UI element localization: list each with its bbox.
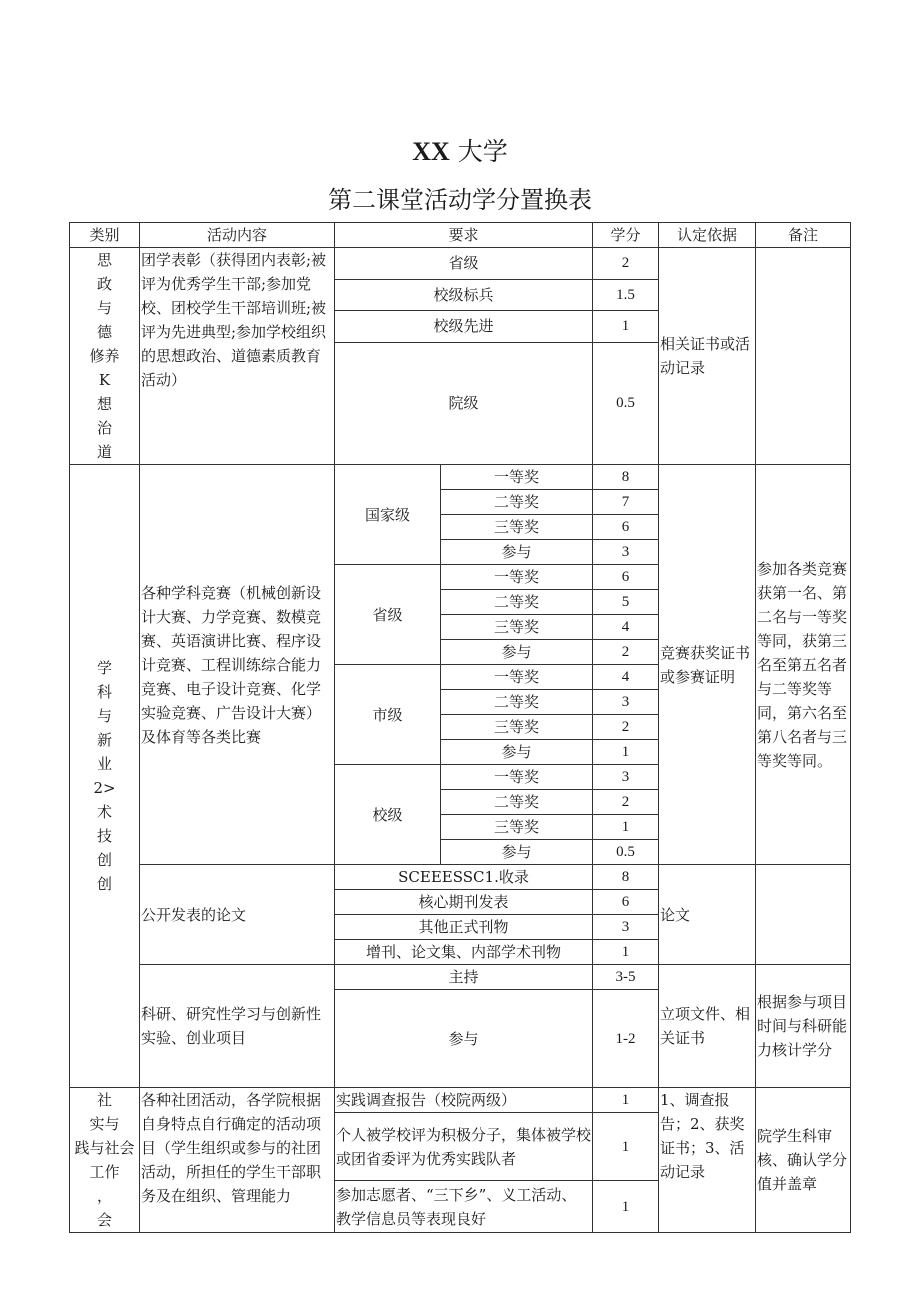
requirement-cell: 院级: [335, 342, 593, 464]
award-cell: 一等奖: [441, 665, 593, 690]
table-row: [70, 865, 851, 890]
credit-cell: 1: [593, 311, 659, 343]
school-title: [0, 132, 920, 168]
credit-cell: 3: [593, 690, 659, 715]
credit-cell: 2: [593, 790, 659, 815]
requirement-cell: SCEEESSC1.收录: [335, 865, 593, 890]
award-cell: 一等奖: [441, 565, 593, 590]
credit-cell: 2: [593, 640, 659, 665]
table-row: [70, 1088, 851, 1113]
requirement-cell: 其他正式刊物: [335, 915, 593, 940]
credit-cell: 0.5: [593, 342, 659, 464]
award-cell: 参与: [441, 640, 593, 665]
credit-cell: 4: [593, 615, 659, 640]
basis-cell: 相关证书或活动记录: [659, 248, 756, 465]
credit-cell: 3: [593, 540, 659, 565]
award-cell: 三等奖: [441, 515, 593, 540]
level-cell: 市级: [335, 665, 441, 765]
requirement-cell: 校级先进: [335, 311, 593, 343]
credit-cell: 6: [593, 565, 659, 590]
award-cell: 二等奖: [441, 590, 593, 615]
content-papers: 公开发表的论文: [140, 865, 335, 965]
content-research: 科研、研究性学习与创新性实验、创业项目: [140, 965, 335, 1088]
requirement-cell: 省级: [335, 248, 593, 280]
category-ideology: 思 政 与 德 修养 K 想 治 道: [70, 248, 140, 465]
credit-cell: 1: [593, 815, 659, 840]
header-category: 类别: [70, 223, 140, 248]
credit-cell: 5: [593, 590, 659, 615]
content-social: 各种社团活动，各学院根据自身特点自行确定的活动项目（学生组织或参与的社团活动，所担任的学生干部职务及在组织、管理能力: [140, 1088, 335, 1233]
credit-cell: 1: [593, 1113, 659, 1181]
requirement-cell: 实践调查报告（校院两级）: [335, 1088, 593, 1113]
header-credit: 学分: [593, 223, 659, 248]
header-note: 备注: [756, 223, 851, 248]
award-cell: 参与: [441, 740, 593, 765]
credit-cell: 4: [593, 665, 659, 690]
basis-cell: 立项文件、相关证书: [659, 965, 756, 1088]
note-cell: 院学生科审核、确认学分值并盖章: [756, 1088, 851, 1233]
credit-cell: 1.5: [593, 279, 659, 311]
category-academic: 学 科 与 新 业 2> 术 技 创 创: [70, 465, 140, 1088]
basis-cell: 论文: [659, 865, 756, 965]
basis-cell: 竞赛获奖证书或参赛证明: [659, 465, 756, 865]
note-cell: [756, 248, 851, 465]
content-honors: 团学表彰（获得团内表彰;被评为优秀学生干部;参加党校、团校学生干部培训班;被评为先进典型;参加学校组织的思想政治、道德素质教育活动）: [140, 248, 335, 465]
note-cell: [756, 865, 851, 965]
requirement-cell: 个人被学校评为积极分子，集体被学校或团省委评为优秀实践队者: [335, 1113, 593, 1181]
note-cell: 根据参与项目时间与科研能力核计学分: [756, 965, 851, 1088]
credit-cell: 1-2: [593, 990, 659, 1088]
table-row: [70, 248, 851, 280]
school-suffix: 大学: [457, 137, 508, 166]
award-cell: 参与: [441, 840, 593, 865]
requirement-cell: 核心期刊发表: [335, 890, 593, 915]
school-prefix: XX: [412, 137, 450, 166]
credit-cell: 0.5: [593, 840, 659, 865]
note-cell: 参加各类竞赛获第一名、第二名与一等奖等同，获第三名至第五名者与二等奖等同，第六名至第八名者与三等奖等同。: [756, 465, 851, 865]
category-social: 社 实与 践与社会 工作 ， 会: [70, 1088, 140, 1233]
award-cell: 二等奖: [441, 690, 593, 715]
credit-cell: 1: [593, 740, 659, 765]
basis-cell: 1、调查报告；2、获奖证书；3、活动记录: [659, 1088, 756, 1233]
credit-cell: 1: [593, 1181, 659, 1233]
credit-cell: 3: [593, 915, 659, 940]
award-cell: 三等奖: [441, 715, 593, 740]
credit-cell: 8: [593, 865, 659, 890]
requirement-cell: 主持: [335, 965, 593, 990]
credit-cell: 8: [593, 465, 659, 490]
page-title: 第二课堂活动学分置换表: [328, 186, 592, 214]
credit-cell: 6: [593, 890, 659, 915]
table-row: [70, 465, 851, 490]
header-content: 活动内容: [140, 223, 335, 248]
credit-cell: 1: [593, 940, 659, 965]
credit-cell: 6: [593, 515, 659, 540]
level-cell: 国家级: [335, 465, 441, 565]
requirement-cell: 参与: [335, 990, 593, 1088]
award-cell: 一等奖: [441, 765, 593, 790]
header-row: [70, 223, 851, 248]
credit-cell: 2: [593, 715, 659, 740]
header-basis: 认定依据: [659, 223, 756, 248]
requirement-cell: 参加志愿者、“三下乡”、义工活动、教学信息员等表现良好: [335, 1181, 593, 1233]
credit-cell: 7: [593, 490, 659, 515]
requirement-cell: 校级标兵: [335, 279, 593, 311]
credit-cell: 2: [593, 248, 659, 280]
content-competitions: 各种学科竞赛（机械创新设计大赛、力学竞赛、数模竞赛、英语演讲比赛、程序设计竞赛、工程训练综合能力竞赛、电子设计竞赛、化学实验竞赛、广告设计大赛）及体育等各类比赛: [140, 465, 335, 865]
credit-cell: 3-5: [593, 965, 659, 990]
credit-table: [69, 222, 851, 1233]
award-cell: 参与: [441, 540, 593, 565]
level-cell: 省级: [335, 565, 441, 665]
award-cell: 一等奖: [441, 465, 593, 490]
award-cell: 三等奖: [441, 815, 593, 840]
award-cell: 三等奖: [441, 615, 593, 640]
award-cell: 二等奖: [441, 790, 593, 815]
requirement-cell: 增刊、论文集、内部学术刊物: [335, 940, 593, 965]
header-requirement: 要求: [335, 223, 593, 248]
award-cell: 二等奖: [441, 490, 593, 515]
table-row: [70, 965, 851, 990]
level-cell: 校级: [335, 765, 441, 865]
credit-cell: 1: [593, 1088, 659, 1113]
credit-cell: 3: [593, 765, 659, 790]
